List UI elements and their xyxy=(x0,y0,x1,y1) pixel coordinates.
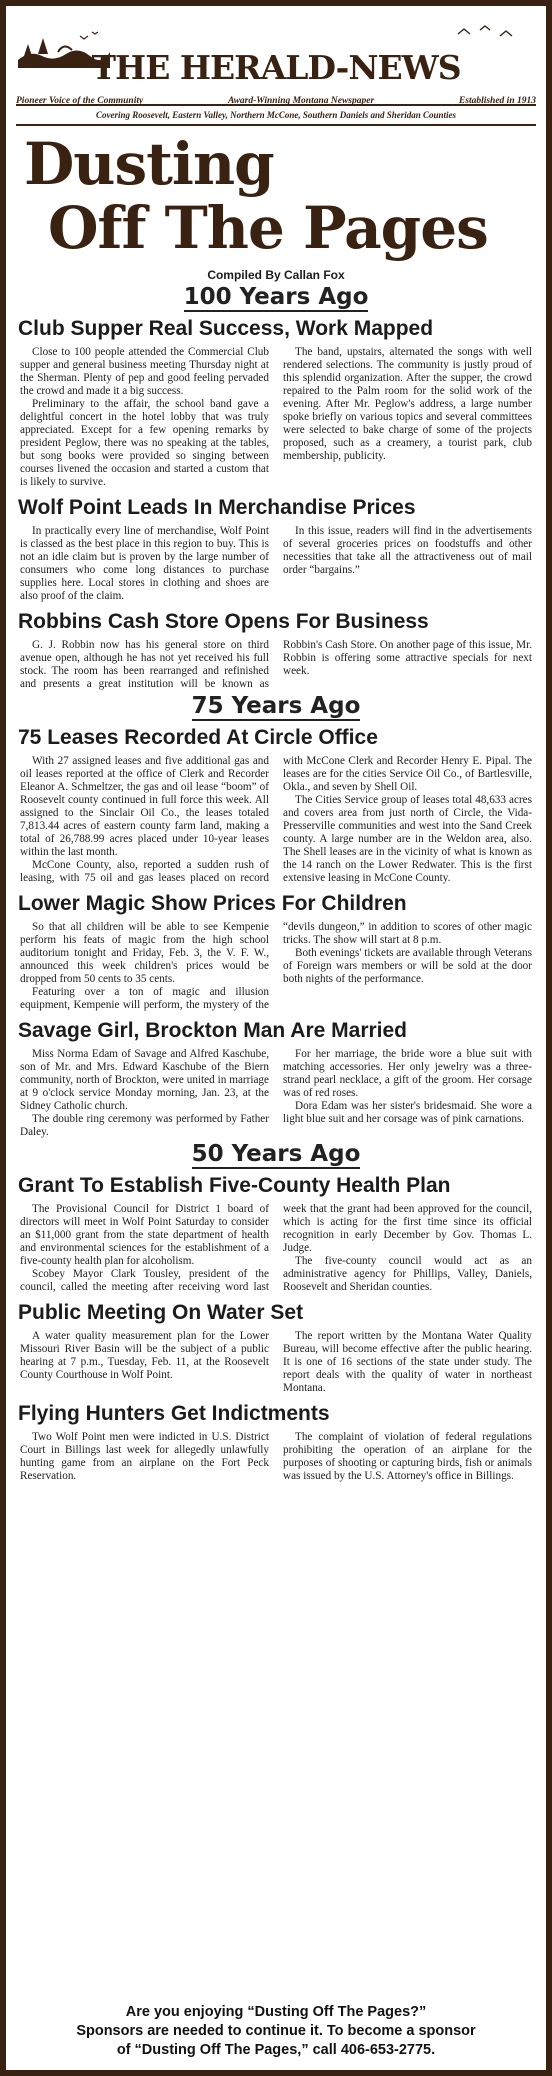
story-headline: Club Supper Real Success, Work Mapped xyxy=(18,317,434,340)
footer-line-2: Sponsors are needed to continue it. To become a sponsor xyxy=(76,2023,476,2039)
story-headline: Wolf Point Leads In Merchandise Prices xyxy=(18,496,416,519)
story-headline: Public Meeting On Water Set xyxy=(18,1301,304,1324)
story-paragraph: So that all children will be able to see Kempenie perform his feats of magic from the high school auditorium tonight and Friday, Feb. 3, the V. F. W., announced this week children's prices would be dropped from 50 cents to 35 cents. xyxy=(20,921,269,985)
sponsor-footer xyxy=(6,2003,546,2060)
news-story xyxy=(16,1300,536,1395)
story-body xyxy=(16,921,536,1012)
story-paragraph: Featuring over a ton of magic and illusion equipment, Kempenie will perform, the mystery of the “devils dungeon,” in addition to scores of other magic tricks. The show will start at 8 p.m. xyxy=(20,921,532,1011)
era-heading-text: 50 Years Ago xyxy=(191,1141,361,1167)
story-paragraph: The complaint of violation of federal regulations prohibiting the operation of an airplane for the purposes of shooting or capturing birds, fish or animals was issued by the U.S. Attorney's office in Billings. xyxy=(283,1431,532,1482)
story-body xyxy=(16,1203,536,1294)
story-body xyxy=(16,755,536,885)
news-story xyxy=(16,609,536,691)
story-paragraph: In this issue, readers will find in the advertisements of several groceries prices on foodstuffs and other necessities that take all the attractiveness out of mail order “bargains.” xyxy=(283,525,532,576)
left-tagline: Pioneer Voice of the Community xyxy=(16,96,144,106)
masthead-taglines xyxy=(16,96,536,106)
news-story xyxy=(16,316,536,489)
coverage-line: Covering Roosevelt, Eastern Valley, Northern McCone, Southern Daniels and Sheridan Counties xyxy=(16,106,536,126)
era-heading xyxy=(16,693,536,719)
story-paragraph: Miss Norma Edam of Savage and Alfred Kaschube, son of Mr. and Mrs. Edward Kaschube of the Biern community, north of Brockton, were united in marriage at 9 o'clock service Monday morning, Jan. 23, at the Sidney Catholic church. xyxy=(20,1048,269,1112)
story-paragraph: Close to 100 people attended the Commercial Club supper and general business meeting Thursday night at the Sherman. Plenty of pep and good feeling pervaded the crowd and made it a big success. xyxy=(20,346,269,397)
news-story xyxy=(16,1018,536,1139)
sections-container xyxy=(16,284,536,1483)
story-paragraph: Preliminary to the affair, the school band gave a delightful concert in the hotel lobby that was truly appreciated. Except for a few opening remarks by president Peglow, there was no speaking at the tables, but song books were provided so singing between courses livened the occasion and started a custom that is likely to survive. xyxy=(20,398,269,488)
story-headline: Robbins Cash Store Opens For Business xyxy=(18,610,429,633)
story-paragraph: G. J. Robbin now has his general store on third avenue open, although he has not yet received his full stock. The room has been rearranged and refinished and presents a great institution will be known as Robbin's Cash Store. On another page of this issue, Mr. Robbin is offering some attractive specials for next week. xyxy=(20,639,532,690)
established-tagline: Established in 1913 xyxy=(458,96,536,106)
page-title-line-2: Off The Pages xyxy=(48,194,488,262)
story-paragraph: With 27 assigned leases and five additional gas and oil leases reported at the office of Clerk and Recorder Eleanor A. Schmeltzer, the gas and oil lease “boom” of Roosevelt county continued in full force this week. All assigned to the Sinclair Oil Co., the leases totaled 7,813.44 acres of eastern county farm land, making a total of 26,788.99 acres placed under 10-year leases within the last month. xyxy=(20,755,269,858)
footer-line-1: Are you enjoying “Dusting Off The Pages?” xyxy=(125,2004,427,2020)
era-heading xyxy=(16,1141,536,1167)
story-paragraph: In practically every line of merchandise, Wolf Point is classed as the best place in this region to buy. This is not an idle claim but is proven by the large number of consumers who come long distances to purchase supplies here. Local stores in clothing and shoes are also proof of the claim. xyxy=(20,525,269,602)
masthead xyxy=(16,6,536,106)
story-headline: Savage Girl, Brockton Man Are Married xyxy=(18,1019,408,1042)
story-body xyxy=(16,525,536,603)
footer-line-3: of “Dusting Off The Pages,” call 406-653-2775. xyxy=(116,2042,436,2058)
byline: Compiled By Callan Fox xyxy=(207,268,345,282)
news-story xyxy=(16,891,536,1012)
page-title xyxy=(24,132,536,260)
story-paragraph: Both evenings' tickets are available through Veterans of Foreign wars members or will be sold at the door both nights of the performance. xyxy=(283,947,532,985)
story-body xyxy=(16,346,536,489)
story-body xyxy=(16,1048,536,1139)
story-paragraph: The Cities Service group of leases total 48,633 acres and covers area from just north of Circle, the Vida-Presserville communities and west into the Sand Creek county. A large number are in the Weldon area, also. The Shell leases are in the vicinity of what is known as the 14 ranch on the Lower Redwater. This is the first extensive leasing in McCone County. xyxy=(283,794,532,884)
news-story xyxy=(16,1173,536,1294)
story-paragraph: A water quality measurement plan for the Lower Missouri River Basin will be the subject of a public hearing at 7 p.m., Tuesday, Feb. 11, at the Roosevelt County Courthouse in Wolf Point. xyxy=(20,1330,269,1381)
masthead-title: THE HERALD-NEWS xyxy=(91,48,461,87)
story-paragraph: McCone County, also, reported a sudden rush of leasing, with 75 oil and gas leases placed on record with McCone Clerk and Recorder Henry E. Pipal. The leases are for the cities Service Oil Co., of Bartlesville, Okla., and seven by Shell Oil. xyxy=(20,755,532,884)
story-paragraph: The band, upstairs, alternated the songs with well rendered selections. The community is justly proud of this splendid organization. After the supper, the crowd repaired to the Palm room for the solid work of the evening. After Mr. Peglow's address, a large number spoke briefly on various topics and several committees were selected to bake charge of some of the projects proposed, such as a creamery, a tourist park, club membership, publicity. xyxy=(283,346,532,462)
news-story xyxy=(16,1401,536,1483)
story-body xyxy=(16,639,536,691)
story-body xyxy=(16,1431,536,1483)
story-paragraph: Scobey Mayor Clark Tousley, president of the council, called the meeting after receiving word last week that the grant had been approved for the council, which is acting for the first time since its official recognition in early December by Gov. Thomas L. Judge. xyxy=(20,1203,532,1293)
era-heading-text: 100 Years Ago xyxy=(183,284,369,310)
story-paragraph: The Provisional Council for District 1 board of directors will meet in Wolf Point Saturday to consider an $11,000 grant from the state department of health and environmental sciences for the establishment of a five-county health plan for alcoholism. xyxy=(20,1203,269,1267)
story-paragraph: The double ring ceremony was performed by Father Daley. xyxy=(20,1113,269,1138)
era-heading xyxy=(16,284,536,310)
story-headline: Flying Hunters Get Indictments xyxy=(18,1402,330,1425)
story-paragraph: For her marriage, the bride wore a blue suit with matching accessories. Her only jewelry was a three-strand pearl necklace, a gift of the groom. Her corsage was of red roses. xyxy=(283,1048,532,1099)
story-body xyxy=(16,1330,536,1395)
story-paragraph: The five-county council would act as an administrative agency for Phillips, Valley, Daniels, Roosevelt and Sheridan counties. xyxy=(283,1255,532,1293)
story-headline: Grant To Establish Five-County Health Plan xyxy=(18,1174,451,1197)
story-headline: 75 Leases Recorded At Circle Office xyxy=(18,726,378,749)
news-story xyxy=(16,495,536,603)
bird-icon xyxy=(456,24,516,40)
center-tagline: Award-Winning Montana Newspaper xyxy=(227,96,375,106)
story-paragraph: Dora Edam was her sister's bridesmaid. She wore a light blue suit and her corsage was of pink carnations. xyxy=(283,1100,532,1125)
page-title-line-1: Dusting xyxy=(24,130,274,198)
story-headline: Lower Magic Show Prices For Children xyxy=(18,892,407,915)
era-heading-text: 75 Years Ago xyxy=(191,693,361,719)
story-paragraph: Two Wolf Point men were indicted in U.S. District Court in Billings last week for allegedly unlawfully hunting game from an airplane on the Fort Peck Reservation. xyxy=(20,1431,269,1482)
news-story xyxy=(16,725,536,885)
story-paragraph: The report written by the Montana Water Quality Bureau, will become effective after the public hearing. It is one of 16 sections of the state under study. The report deals with the quality of water in northeast Montana. xyxy=(283,1330,532,1394)
